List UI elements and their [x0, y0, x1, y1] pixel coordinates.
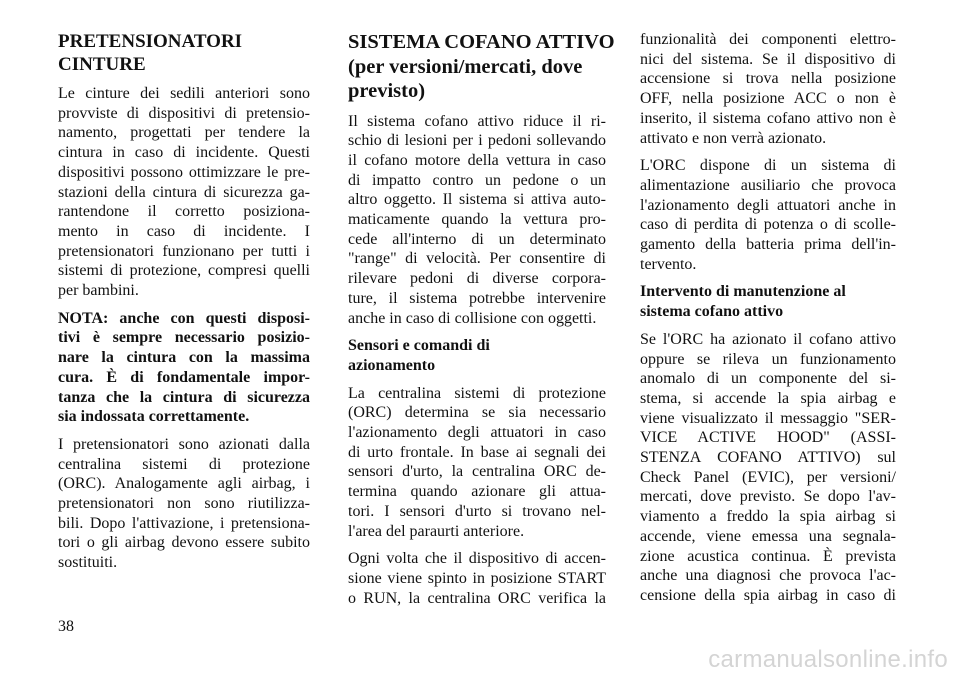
text-line: sia indossata correttamente.: [58, 408, 250, 426]
text-line: nici del sistema. Se il dispositivo di: [640, 50, 896, 68]
text-line: tori o gli airbag devono essere subito: [58, 534, 310, 552]
text-line: Se l'ORC ha azionato il cofano attivo: [640, 330, 896, 348]
text-line: sione viene spinto in posizione START: [348, 569, 606, 587]
text-line: tivi è sempre necessario posizio-: [58, 329, 310, 347]
text-line: rantendone il corretto posiziona-: [58, 203, 310, 221]
page-number: 38: [58, 618, 74, 635]
watermark: carmanualsonline.info: [708, 646, 948, 673]
column-right: [640, 30, 896, 614]
text-line: sostituiti.: [58, 554, 118, 572]
text-line: l'azionamento degli attuatori in caso: [348, 424, 606, 442]
text-line: l'azionamento degli attuatori anche in: [640, 196, 896, 214]
text-line: cede all'interno di un determinato: [348, 230, 606, 248]
text-line: di urto frontale. In base ai segnali dei: [348, 443, 606, 461]
text-line: (ORC) determina se sia necessario: [348, 404, 606, 422]
heading-line: SISTEMA COFANO ATTIVO: [348, 31, 615, 53]
text-line: namento, progettati per tendere la: [58, 124, 310, 142]
text-line: funzionalità dei componenti elettro-: [640, 31, 896, 48]
heading-line: (per versioni/mercati, dove: [348, 55, 583, 78]
text-line: mercati, dove previsto. Se dopo l'av-: [640, 488, 896, 506]
text-line: anche una diagnosi che provoca l'ac-: [640, 567, 896, 585]
text-line: termina quando azionare gli attua-: [348, 483, 606, 501]
paragraph: [640, 156, 896, 274]
text-line: Ogni volta che il dispositivo di accen-: [348, 550, 606, 568]
text-line: stema, si accende la spia airbag e: [640, 389, 896, 407]
text-line: il cofano motore della vettura in caso: [348, 151, 606, 169]
subheading-line: Sensori e comandi di: [348, 337, 490, 355]
text-line: censione della spia airbag in caso di: [640, 586, 896, 604]
paragraph: [58, 84, 310, 301]
text-line: alimentazione ausiliario che provoca: [640, 176, 896, 194]
text-line: Check Panel (EVIC), per versioni/: [640, 468, 896, 486]
column-middle: [348, 30, 615, 616]
text-line: l'area del paraurti anteriore.: [348, 522, 525, 540]
text-line: oppure se rileva un funzionamento: [640, 350, 896, 368]
text-line: gamento della batteria prima dell'in-: [640, 236, 896, 254]
text-line: cura. È di fondamentale impor-: [58, 368, 310, 386]
text-line: centralina sistemi di protezione: [58, 455, 310, 473]
text-line: mento in caso di incidente. I: [58, 222, 310, 240]
text-line: caso di perdita di potenza o di scolle-: [640, 216, 896, 234]
text-line: viamento a freddo la spia airbag si: [640, 508, 896, 526]
subheading-line: sistema cofano attivo: [640, 303, 784, 321]
text-line: VICE ACTIVE HOOD" (ASSI-: [640, 429, 896, 447]
text-line: bili. Dopo l'attivazione, i pretensiona-: [58, 514, 310, 532]
text-line: Le cinture dei sedili anteriori sono: [58, 85, 310, 102]
subheading-line: azionamento: [348, 356, 436, 374]
text-line: maticamente quando la vettura pro-: [348, 211, 606, 229]
text-line: o RUN, la centralina ORC verifica la: [348, 589, 606, 607]
paragraph: [58, 435, 310, 573]
text-line: di impatto contro un pedone o un: [348, 171, 606, 189]
text-line: tervento.: [640, 255, 697, 273]
heading-line: CINTURE: [58, 54, 146, 75]
text-line: (ORC). Analogamente agli airbag, i: [58, 475, 310, 493]
text-line: anomalo di un componente del si-: [640, 370, 896, 388]
section-heading-pretensionatori: [58, 30, 310, 76]
paragraph: [348, 549, 606, 608]
note-paragraph: [58, 309, 310, 427]
text-line: NOTA: anche con questi disposi-: [58, 309, 310, 327]
text-line: I pretensionatori sono azionati dalla: [58, 435, 310, 453]
text-line: anche in caso di collisione con oggetti.: [348, 309, 597, 327]
text-line: accensione si trova nella posizione: [640, 70, 896, 88]
text-line: cintura in caso di incidente. Questi: [58, 144, 310, 162]
text-line: tori. I sensori d'urto si trovano nel-: [348, 502, 606, 520]
text-line: STENZA COFANO ATTIVO) sul: [640, 449, 896, 467]
text-line: accende, viene emessa una segnala-: [640, 527, 896, 545]
subheading-manutenzione: [640, 282, 896, 321]
text-line: attivato e non verrà azionato.: [640, 129, 827, 147]
text-line: pretensionatori non sono riutilizza-: [58, 495, 310, 513]
paragraph: [348, 384, 606, 542]
text-line: schio di lesioni per i pedoni sollevando: [348, 132, 606, 150]
text-line: nare la cintura con la massima: [58, 349, 310, 367]
subheading-sensori: [348, 336, 606, 375]
text-line: provviste di dispositivi di pretensio-: [58, 104, 310, 122]
paragraph: [348, 112, 606, 329]
section-heading-cofano-attivo: [348, 30, 615, 104]
text-line: "range" di velocità. Per consentire di: [348, 250, 606, 268]
text-line: per bambini.: [58, 282, 139, 300]
heading-line: previsto): [348, 80, 426, 102]
text-line: L'ORC dispone di un sistema di: [640, 157, 896, 175]
column-left: [58, 30, 310, 581]
text-line: tanza che la cintura di sicurezza: [58, 388, 310, 406]
text-line: sistemi di protezione, compresi quelli: [58, 262, 310, 280]
text-line: sensori d'urto, la centralina ORC de-: [348, 463, 606, 481]
text-line: pretensionatori funzionano per tutti i: [58, 242, 310, 260]
text-line: Il sistema cofano attivo riduce il ri-: [348, 112, 606, 130]
text-line: La centralina sistemi di protezione: [348, 384, 606, 402]
text-line: altro oggetto. Il sistema si attiva auto-: [348, 191, 606, 209]
subheading-line: Intervento di manutenzione al: [640, 283, 846, 301]
text-line: inserito, il sistema cofano attivo non è: [640, 109, 896, 127]
text-line: dispositivi possono ottimizzare le pre-: [58, 163, 310, 181]
text-line: stazioni della cintura di sicurezza ga-: [58, 183, 310, 201]
heading-line: PRETENSIONATORI: [58, 31, 243, 52]
text-line: zione acustica continua. È prevista: [640, 547, 896, 565]
text-line: ture, il sistema potrebbe intervenire: [348, 289, 606, 307]
text-line: OFF, nella posizione ACC o non è: [640, 90, 896, 108]
text-line: rilevare pedoni di diverse corpora-: [348, 270, 606, 288]
paragraph: [640, 330, 896, 606]
text-line: viene visualizzato il messaggio "SER-: [640, 409, 896, 427]
paragraph: [640, 30, 896, 148]
